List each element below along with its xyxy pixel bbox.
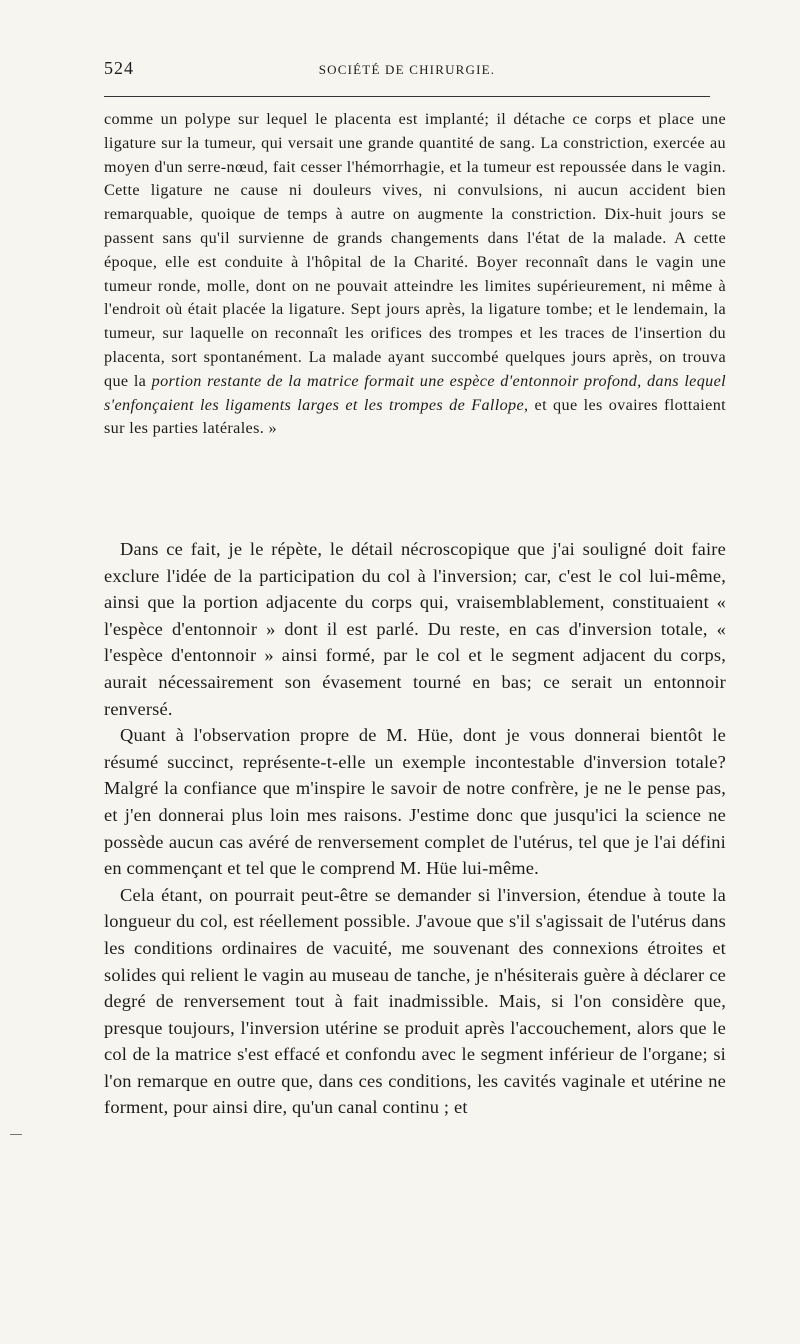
quote-italic-text: portion restante de la matrice formait une espèce d'entonnoir profond, dans lequel s'enfonçaient les ligaments larges et les trompes de Fallope	[104, 371, 726, 414]
quoted-observation	[104, 108, 726, 441]
page-number: 524	[104, 58, 134, 78]
body-text	[104, 536, 726, 1121]
page-header	[104, 58, 710, 88]
quote-text-end: , et que les ovaires flottaient sur les parties latérales. »	[104, 395, 726, 438]
running-title: SOCIÉTÉ DE CHIRURGIE.	[318, 62, 496, 77]
header-rule	[104, 96, 710, 97]
paragraph: Quant à l'observation propre de M. Hüe, dont je vous donnerai bientôt le résumé succinct, représente-t-elle un exemple incontestable d'inversion totale? Malgré la confiance que m'inspire le savoir de notre confrère, je ne le pense pas, et j'en donnerai plus loin mes raisons. J'estime donc que jusqu'ici la science ne possède aucun cas avéré de renversement complet de l'utérus, tel que je l'ai défini en commençant et tel que le comprend M. Hüe lui-même.	[104, 725, 726, 879]
paragraph: Dans ce fait, je le répète, le détail nécroscopique que j'ai souligné doit faire exclure l'idée de la participation du col à l'inversion; car, c'est le col lui-même, ainsi que la portion adjacente du corps qui, vraisemblablement, constituaient « l'espèce d'entonnoir » dont il est parlé. Du reste, en cas d'inversion totale, « l'espèce d'entonnoir » ainsi formé, par le col et le segment adjacent du corps, aurait nécessairement son évasement tourné en bas; ce serait un entonnoir renversé.	[104, 539, 726, 719]
margin-mark	[10, 1134, 22, 1135]
quote-text-start: comme un polype sur lequel le placenta est implanté; il détache ce corps et place une ligature sur la tumeur, qui versait une grande quantité de sang. La constriction, exercée au moyen d'un serre-nœud, fait cesser l'hémorrhagie, et la tumeur est repoussée dans le vagin. Cette ligature ne cause ni douleurs vives, ni convulsions, ni aucun accident bien remarquable, quoique de temps à autre on augmente la constriction. Dix-huit jours se passent sans qu'il survienne de grands changements dans l'état de la malade. A cette époque, elle est conduite à l'hôpital de la Charité. Boyer reconnaît dans le vagin une tumeur ronde, molle, dont on ne pouvait atteindre les limites supérieurement, ni même à l'endroit où était placée la ligature. Sept jours après, la ligature tombe; et le lendemain, la tumeur, sur laquelle on reconnaît les orifices des trompes et les traces de l'insertion du placenta, sort spontanément. La malade ayant succombé quelques jours après, on trouva que la	[104, 110, 726, 390]
paragraph: Cela étant, on pourrait peut-être se demander si l'inversion, étendue à toute la longueur du col, est réellement possible. J'avoue que s'il s'agissait de l'utérus dans les conditions ordinaires de vacuité, me souvenant des connexions étroites et solides qui relient le vagin au museau de tanche, je n'hésiterais guère à déclarer ce degré de renversement tout à fait inadmissible. Mais, si l'on considère que, presque toujours, l'inversion utérine se produit après l'accouchement, alors que le col de la matrice s'est effacé et confondu avec le segment inférieur de l'organe; si l'on remarque en outre que, dans ces conditions, les cavités vaginale et utérine ne forment, pour ainsi dire, qu'un canal continu ; et	[104, 884, 726, 1118]
